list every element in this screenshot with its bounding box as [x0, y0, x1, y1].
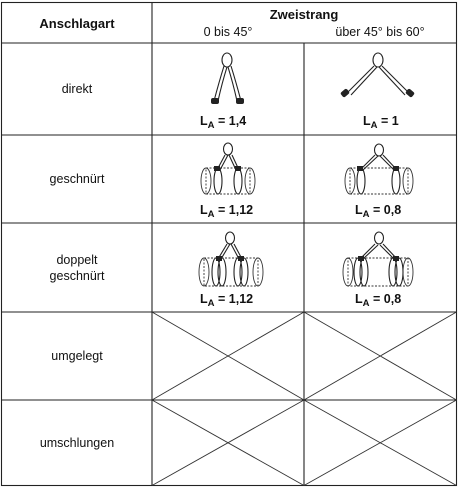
la-value-direkt-0-45: $L_A = 1,4$	[200, 114, 247, 131]
la-value-geschnuert-45-60: $L_A = 0,8$	[355, 203, 402, 220]
la-value-direkt-45-60: $L_A = 1$	[363, 114, 399, 131]
row-label-direkt: direkt	[61, 82, 93, 96]
sling-choked-0-45-figure	[201, 143, 255, 194]
sling-double-choked-0-45-figure	[199, 232, 263, 286]
sling-direct-45-60-figure	[340, 53, 415, 98]
row-label-geschnuert: geschnürt	[49, 172, 105, 186]
sling-choked-45-60-figure	[345, 144, 413, 194]
sling-double-choked-45-60-figure	[343, 232, 413, 286]
row-label-doppelt-geschnuert: doppelt geschnürt	[49, 252, 105, 283]
header-angle-0-45: 0 bis 45°	[203, 25, 253, 39]
la-value-doppelt-geschnuert-45-60: $L_A = 0,8$	[355, 292, 402, 309]
sling-direct-0-45-figure	[211, 53, 244, 104]
la-value-geschnuert-0-45: $L_A = 1,12$	[200, 203, 254, 220]
la-value-doppelt-geschnuert-0-45: $L_A = 1,12$	[200, 292, 254, 309]
header-angle-45-60: über 45° bis 60°	[335, 25, 425, 39]
row-label-umgelegt: umgelegt	[51, 349, 103, 363]
header-anschlagart: Anschlagart	[39, 15, 115, 31]
header-zweistrang: Zweistrang	[269, 6, 339, 22]
row-label-umschlungen: umschlungen	[39, 436, 115, 450]
